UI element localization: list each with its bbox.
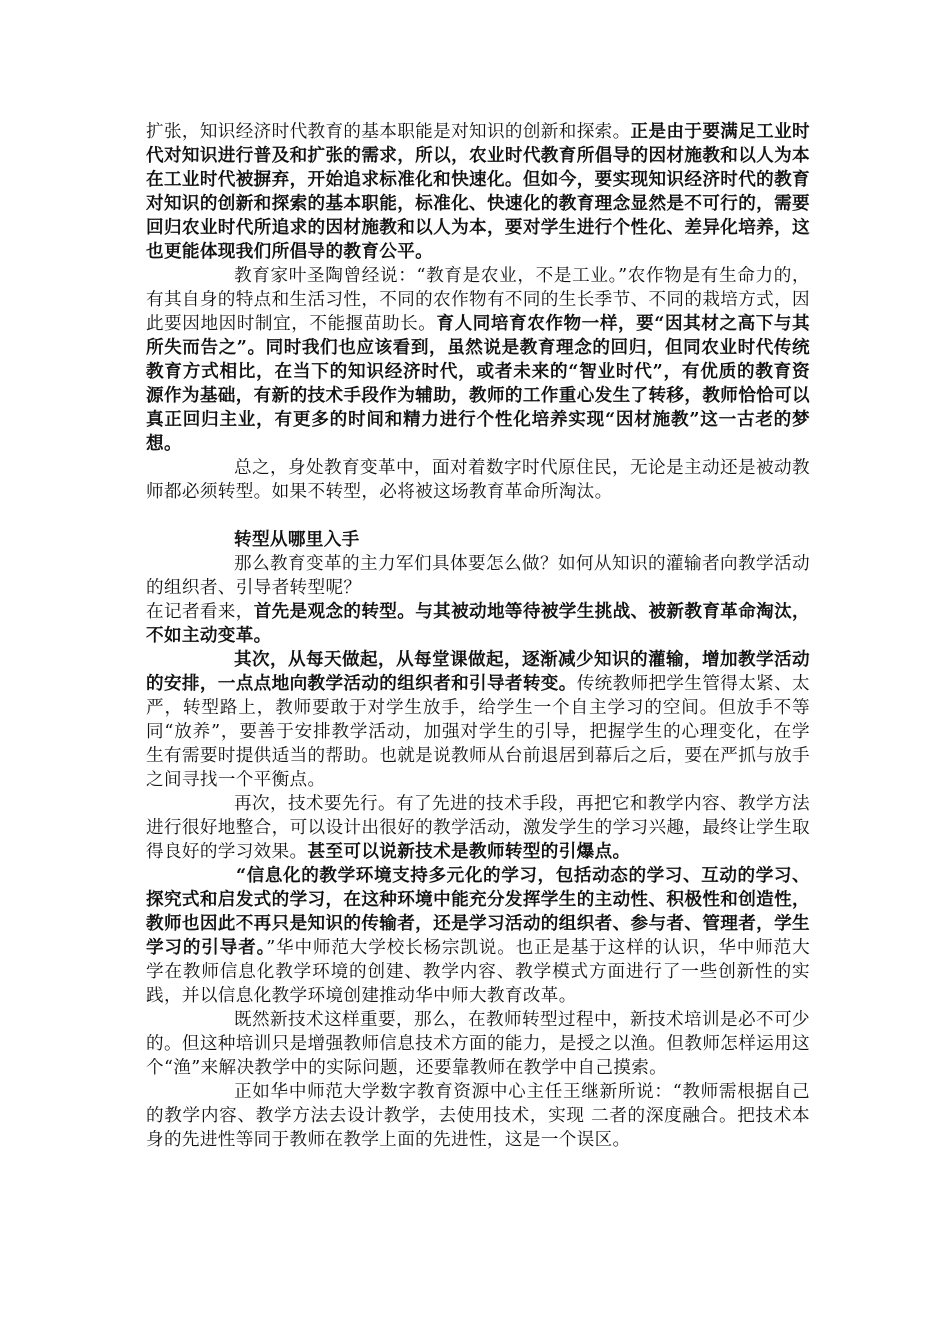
document-page (146, 120, 810, 1152)
text-span: ”华中师范大学校长杨宗凯说。也正是基于这样的认识，华中师范大学在教师信息化教学环境的创建、教学内容、教学模式方面进行了一些创新性的实践，并以信息化教学环境创建推动华中师大教育改革。 (146, 938, 811, 1006)
paragraph-ye-shengtao-quote (146, 264, 810, 456)
text-span: 扩张，知识经济时代教育的基本职能是对知识的创新和探索。 (146, 122, 631, 142)
text-span: 再次，技术要先行。有了先进的技术手段，再把它和教学内容、教学方法进行很好地整合，可以设计出很好的教学活动，激发学生的学习兴趣，最终让学生取得良好的学习效果。 (146, 794, 810, 862)
bold-text-span: 育人同培育农作物一样，要“因其材之高下与其所失而告之”。同时我们也应该看到，虽然说是教育理念的回归，但同农业时代传统教育方式相比，在当下的知识经济时代，或者未来的“智业时代”，有优质的教育资源作为基础，有新的技术手段作为辅助，教师的工作重心发生了转移，教师恰恰可以真正回归主业，有更多的时间和精力进行个性化培养实现“因材施教”这一古老的梦想。 (146, 313, 810, 454)
text-span: 在记者看来， (146, 602, 254, 622)
bold-text-span: 首先是观念的转型。与其被动地等待被学生挑战、被新教育革命淘汰，不如主动变革。 (146, 601, 810, 646)
bold-text-span: “信息化的教学环境支持多元化的学习，包括动态的学习、互动的学习、探究式和启发式的学习，在这种环境中能充分发挥学生的主动性、积极性和创造性，教师也因此不再只是知识的传输者，还是学习活动的组织者、参与者、管理者，学生学习的引导者。 (146, 865, 810, 958)
paragraph-wang-jixin-quote (146, 1080, 810, 1152)
bold-text-span: 其次，从每天做起，从每堂课做起，逐渐减少知识的灌输，增加教学活动的安排，一点点地向教学活动的组织者和引导者转变。 (146, 649, 810, 694)
paragraph-yang-zongkai-quote (146, 864, 810, 1008)
bold-text-span: 正是由于要满足工业时代对知识进行普及和扩张的需求，所以，农业时代教育所倡导的因材施教和以人为本在工业时代被摒弃，开始追求标准化和快速化。但如今，要实现知识经济时代的教育对知识的创新和探索的基本职能，标准化、快速化的教育理念显然是不可行的，需要回归农业时代所追求的因材施教和以人为本，要对学生进行个性化、差异化培养，这也更能体现我们所倡导的教育公平。 (146, 121, 810, 262)
text-span: 传统教师把学生管得太紧、太严，转型路上，教师要敢于对学生放手，给学生一个自主学习的空间。但放手不等同“放养”，要善于安排教学活动，加强对学生的引导，把握学生的心理变化，在学生有需要时提供适当的帮助。也就是说教师从台前退居到幕后之后，要在严抓与放手之间寻找一个平衡点。 (146, 674, 810, 790)
paragraph-knowledge-economy (146, 120, 810, 264)
paragraph-third-technology (146, 792, 810, 864)
paragraph-question (146, 552, 810, 600)
text-span: 那么教育变革的主力军们具体要怎么做？如何从知识的灌输者向教学活动的组织者、引导者转型呢？ (146, 554, 810, 598)
paragraph-conclusion (146, 456, 810, 504)
paragraph-training (146, 1008, 810, 1080)
paragraph-first-mindset (146, 600, 810, 648)
text-span: 正如华中师范大学数字教育资源中心主任王继新所说：“教师需根据自己的教学内容、教学方法去设计教学，去使用技术，实现 二者的深度融合。把技术本身的先进性等同于教师在教学上面的先进性，这是一个误区。 (146, 1082, 810, 1150)
text-span: 总之，身处教育变革中，面对着数字时代原住民，无论是主动还是被动教师都必须转型。如果不转型，必将被这场教育革命所淘汰。 (146, 458, 810, 502)
paragraph-second-daily (146, 648, 810, 792)
section-heading: 转型从哪里入手 (234, 529, 360, 550)
bold-text-span: 甚至可以说新技术是教师转型的引爆点。 (307, 841, 631, 862)
blank-line (146, 504, 810, 528)
text-span: 教育家叶圣陶曾经说：“教育是农业，不是工业。”农作物是有生命力的，有其自身的特点和生活习性，不同的农作物有不同的生长季节、不同的栽培方式，因此要因地因时制宜，不能揠苗助长。 (146, 266, 810, 334)
text-span: 既然新技术这样重要，那么，在教师转型过程中，新技术培训是必不可少的。但这种培训只是增强教师信息技术方面的能力，是授之以渔。但教师怎样运用这个“渔”来解决教学中的实际问题，还要靠教师在教学中自己摸索。 (146, 1010, 810, 1078)
